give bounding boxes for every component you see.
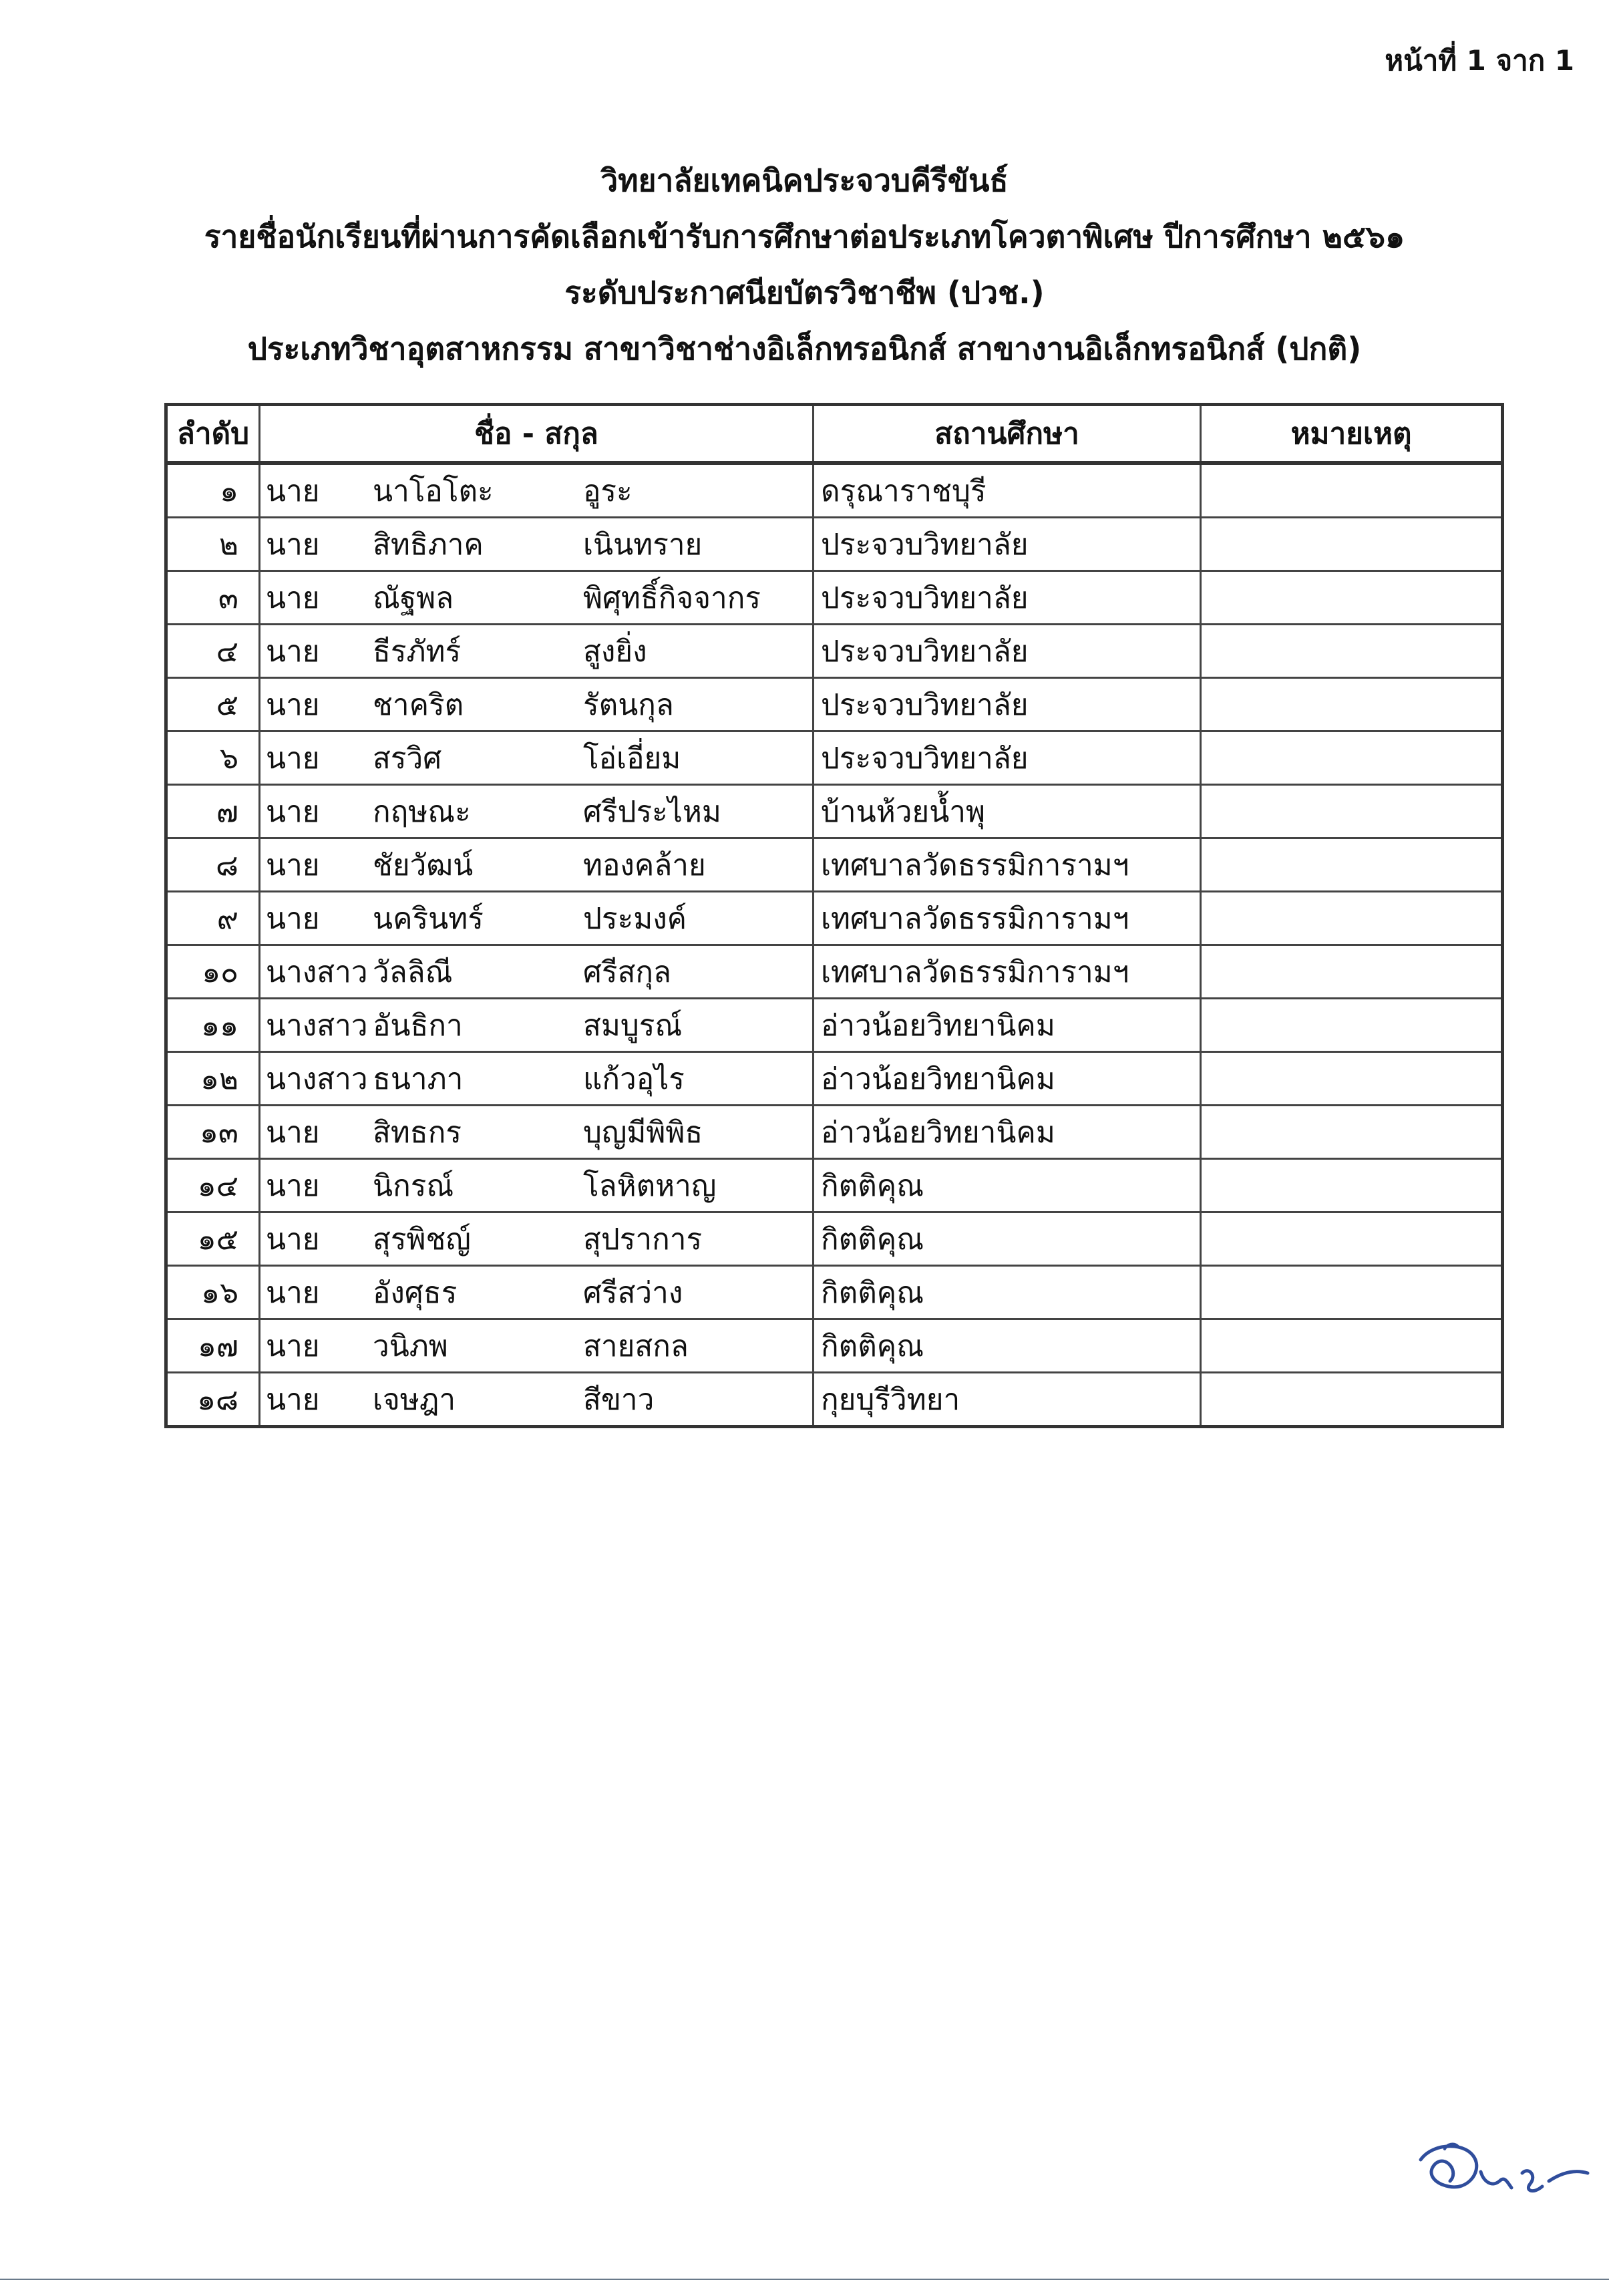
school-name: ดรุณาราชบุรี	[814, 463, 1201, 518]
name-prefix: นาย	[266, 527, 320, 562]
row-number: ๖	[166, 731, 260, 785]
row-number: ๑๘	[166, 1373, 260, 1427]
student-name	[260, 625, 814, 678]
last-name: สายสกล	[583, 1329, 689, 1363]
row-number: ๑๓	[166, 1106, 260, 1159]
name-prefix: นาย	[266, 1275, 320, 1310]
school-name: อ่าวน้อยวิทยานิคม	[814, 999, 1201, 1052]
first-name: เจษฎา	[373, 1382, 456, 1417]
note-cell	[1201, 463, 1503, 518]
student-name	[260, 1052, 814, 1106]
table-body	[166, 463, 1503, 1427]
note-cell	[1201, 1319, 1503, 1373]
document-header	[0, 152, 1609, 377]
note-cell	[1201, 625, 1503, 678]
student-table	[164, 403, 1504, 1428]
name-prefix: นางสาว	[266, 1061, 368, 1096]
student-name	[260, 1373, 814, 1427]
school-name: ประจวบวิทยาลัย	[814, 518, 1201, 571]
header-number: ลำดับ	[166, 405, 260, 464]
last-name: แก้วอุไร	[583, 1061, 685, 1096]
name-prefix: นาย	[266, 848, 320, 882]
name-prefix: นาย	[266, 1222, 320, 1257]
name-prefix: นาย	[266, 687, 320, 722]
table-row	[166, 1319, 1503, 1373]
row-number: ๔	[166, 625, 260, 678]
school-name: ประจวบวิทยาลัย	[814, 731, 1201, 785]
note-cell	[1201, 1106, 1503, 1159]
student-name	[260, 463, 814, 518]
table-row	[166, 892, 1503, 945]
school-name: อ่าวน้อยวิทยานิคม	[814, 1106, 1201, 1159]
table-row	[166, 945, 1503, 999]
last-name: สีขาว	[583, 1382, 655, 1417]
certificate-level: ระดับประกาศนียบัตรวิชาชีพ (ปวช.)	[564, 275, 1045, 311]
program-info: ประเภทวิชาอุตสาหกรรม สาขาวิชาช่างอิเล็กทรอนิกส์ สาขางานอิเล็กทรอนิกส์ (ปกติ)	[247, 331, 1362, 367]
name-prefix: นางสาว	[266, 1008, 368, 1043]
table-header-row	[166, 405, 1503, 464]
student-name	[260, 999, 814, 1052]
last-name: อูระ	[583, 474, 633, 508]
student-name	[260, 892, 814, 945]
note-cell	[1201, 731, 1503, 785]
note-cell	[1201, 945, 1503, 999]
header-note: หมายเหตุ	[1201, 405, 1503, 464]
table-row	[166, 1052, 1503, 1106]
signature-icon	[1406, 2134, 1593, 2215]
document-title: รายชื่อนักเรียนที่ผ่านการคัดเลือกเข้ารับการศึกษาต่อประเภทโควตาพิเศษ ปีการศึกษา ๒๕๖๑	[204, 218, 1405, 255]
name-prefix: นาย	[266, 634, 320, 669]
table-row	[166, 1106, 1503, 1159]
last-name: ศรีสว่าง	[583, 1275, 683, 1310]
table-row	[166, 785, 1503, 838]
student-name	[260, 945, 814, 999]
student-name	[260, 518, 814, 571]
note-cell	[1201, 1266, 1503, 1319]
last-name: สูงยิ่ง	[583, 634, 647, 669]
first-name: สิทธิภาค	[373, 527, 484, 562]
first-name: วนิภพ	[373, 1329, 448, 1363]
school-name: เทศบาลวัดธรรมิการามฯ	[814, 838, 1201, 892]
school-name: เทศบาลวัดธรรมิการามฯ	[814, 892, 1201, 945]
first-name: สรวิศ	[373, 741, 442, 776]
school-name: บ้านห้วยน้ำพุ	[814, 785, 1201, 838]
last-name: ศรีประไหม	[583, 794, 721, 829]
last-name: บุญมีพิพิธ	[583, 1115, 703, 1150]
student-name	[260, 1319, 814, 1373]
name-prefix: นาย	[266, 1382, 320, 1417]
row-number: ๑๕	[166, 1212, 260, 1266]
first-name: สุรพิชญ์	[373, 1222, 471, 1257]
table-row	[166, 999, 1503, 1052]
school-name: ประจวบวิทยาลัย	[814, 625, 1201, 678]
first-name: นาโอโตะ	[373, 474, 494, 508]
student-name	[260, 1159, 814, 1212]
first-name: ณัฐพล	[373, 581, 454, 615]
name-prefix: นาย	[266, 901, 320, 936]
row-number: ๙	[166, 892, 260, 945]
school-name: ประจวบวิทยาลัย	[814, 678, 1201, 731]
row-number: ๑๗	[166, 1319, 260, 1373]
first-name: ชาคริต	[373, 687, 464, 722]
row-number: ๓	[166, 571, 260, 625]
last-name: รัตนกุล	[583, 687, 674, 722]
student-name	[260, 731, 814, 785]
name-prefix: นาย	[266, 741, 320, 776]
last-name: พิศุทธิ์กิจจากร	[583, 581, 761, 615]
student-name	[260, 1266, 814, 1319]
row-number: ๒	[166, 518, 260, 571]
table-row	[166, 463, 1503, 518]
first-name: อันธิกา	[373, 1008, 463, 1043]
school-name: เทศบาลวัดธรรมิการามฯ	[814, 945, 1201, 999]
note-cell	[1201, 892, 1503, 945]
bottom-divider	[0, 2279, 1609, 2280]
school-name: กิตติคุณ	[814, 1266, 1201, 1319]
row-number: ๑๒	[166, 1052, 260, 1106]
name-prefix: นาย	[266, 1168, 320, 1203]
table-row	[166, 1266, 1503, 1319]
name-prefix: นาย	[266, 474, 320, 508]
school-name: ประจวบวิทยาลัย	[814, 571, 1201, 625]
first-name: ชัยวัฒน์	[373, 848, 474, 882]
row-number: ๑๔	[166, 1159, 260, 1212]
name-prefix: นาย	[266, 794, 320, 829]
note-cell	[1201, 678, 1503, 731]
note-cell	[1201, 1373, 1503, 1427]
school-name: กุยบุรีวิทยา	[814, 1373, 1201, 1427]
last-name: สมบูรณ์	[583, 1008, 683, 1043]
note-cell	[1201, 999, 1503, 1052]
last-name: สุปราการ	[583, 1222, 703, 1257]
note-cell	[1201, 1159, 1503, 1212]
first-name: อังศุธร	[373, 1275, 458, 1310]
header-name: ชื่อ - สกุล	[260, 405, 814, 464]
page-number: หน้าที่ 1 จาก 1	[1385, 44, 1574, 77]
header-school: สถานศึกษา	[814, 405, 1201, 464]
row-number: ๕	[166, 678, 260, 731]
row-number: ๑๑	[166, 999, 260, 1052]
note-cell	[1201, 785, 1503, 838]
row-number: ๑๖	[166, 1266, 260, 1319]
name-prefix: นาย	[266, 1115, 320, 1150]
row-number: ๘	[166, 838, 260, 892]
note-cell	[1201, 838, 1503, 892]
table-row	[166, 571, 1503, 625]
first-name: สิทธกร	[373, 1115, 462, 1150]
first-name: ธนาภา	[373, 1061, 464, 1096]
table-row	[166, 838, 1503, 892]
school-name: กิตติคุณ	[814, 1159, 1201, 1212]
table-row	[166, 731, 1503, 785]
table-row	[166, 1212, 1503, 1266]
last-name: โลหิตหาญ	[583, 1168, 717, 1203]
last-name: โอ่เอี่ยม	[583, 741, 681, 776]
last-name: ประมงค์	[583, 901, 687, 936]
table-row	[166, 678, 1503, 731]
first-name: วัลลิณี	[373, 955, 453, 989]
last-name: ทองคล้าย	[583, 848, 706, 882]
first-name: ธีรภัทร์	[373, 634, 462, 669]
name-prefix: นางสาว	[266, 955, 368, 989]
table-row	[166, 1159, 1503, 1212]
name-prefix: นาย	[266, 1329, 320, 1363]
student-name	[260, 785, 814, 838]
school-name: กิตติคุณ	[814, 1212, 1201, 1266]
note-cell	[1201, 571, 1503, 625]
first-name: นครินทร์	[373, 901, 484, 936]
student-name	[260, 571, 814, 625]
last-name: เนินทราย	[583, 527, 703, 562]
school-name: อ่าวน้อยวิทยานิคม	[814, 1052, 1201, 1106]
school-name: กิตติคุณ	[814, 1319, 1201, 1373]
last-name: ศรีสกุล	[583, 955, 672, 989]
table-row	[166, 518, 1503, 571]
table-row	[166, 1373, 1503, 1427]
first-name: กฤษณะ	[373, 794, 471, 829]
student-name	[260, 838, 814, 892]
note-cell	[1201, 1212, 1503, 1266]
row-number: ๗	[166, 785, 260, 838]
first-name: นิกรณ์	[373, 1168, 454, 1203]
student-name	[260, 678, 814, 731]
row-number: ๑๐	[166, 945, 260, 999]
student-table-wrapper	[164, 403, 1501, 1428]
table-row	[166, 625, 1503, 678]
name-prefix: นาย	[266, 581, 320, 615]
note-cell	[1201, 1052, 1503, 1106]
note-cell	[1201, 518, 1503, 571]
student-name	[260, 1106, 814, 1159]
row-number: ๑	[166, 463, 260, 518]
college-name: วิทยาลัยเทคนิคประจวบคีรีขันธ์	[600, 162, 1009, 198]
student-name	[260, 1212, 814, 1266]
